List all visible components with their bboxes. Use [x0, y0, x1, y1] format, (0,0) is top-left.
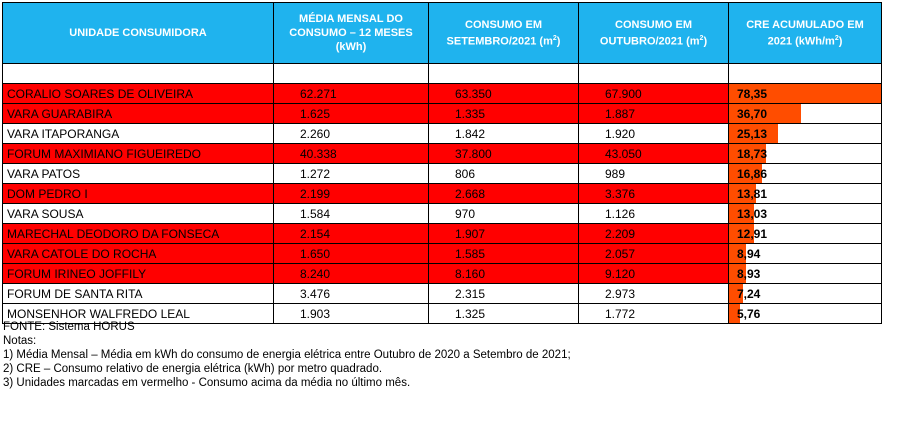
cell-unit: FORUM IRINEO JOFFILY — [3, 264, 274, 284]
cell-oct: 1.920 — [579, 124, 729, 144]
spacer-row — [3, 64, 882, 84]
cell-cre — [729, 84, 882, 104]
table-row — [3, 284, 882, 304]
cell-cre — [729, 304, 882, 324]
cell-oct: 1.126 — [579, 204, 729, 224]
cell-cre — [729, 164, 882, 184]
cell-avg: 1.903 — [274, 304, 429, 324]
cre-value: 78,35 — [737, 86, 768, 101]
cell-avg: 1.625 — [274, 104, 429, 124]
cell-sep: 1.335 — [429, 104, 579, 124]
cell-avg: 40.338 — [274, 144, 429, 164]
cell-cre — [729, 264, 882, 284]
note-3: 3) Unidades marcadas em vermelho - Consumo acima da média no último mês. — [3, 377, 411, 389]
cell-unit: VARA PATOS — [3, 164, 274, 184]
cre-value: 13,81 — [737, 186, 768, 201]
notes-heading: Notas: — [3, 335, 37, 347]
cell-unit: VARA CATOLE DO ROCHA — [3, 244, 274, 264]
table-row — [3, 124, 882, 144]
cell-unit: VARA SOUSA — [3, 204, 274, 224]
cell-sep: 970 — [429, 204, 579, 224]
table-row — [3, 264, 882, 284]
cell-avg: 8.240 — [274, 264, 429, 284]
header-average: MÉDIA MENSAL DO CONSUMO – 12 MESES (kWh) — [274, 3, 429, 64]
cre-value: 13,03 — [737, 206, 768, 221]
cell-oct: 3.376 — [579, 184, 729, 204]
table-row — [3, 144, 882, 164]
cell-oct: 2.209 — [579, 224, 729, 244]
table-row — [3, 204, 882, 224]
table-row — [3, 184, 882, 204]
cell-cre — [729, 224, 882, 244]
cell-cre — [729, 204, 882, 224]
cell-oct: 2.057 — [579, 244, 729, 264]
cre-value: 5,76 — [737, 306, 761, 321]
cell-sep: 63.350 — [429, 84, 579, 104]
cell-sep: 1.842 — [429, 124, 579, 144]
header-row — [3, 3, 882, 64]
cell-avg: 2.154 — [274, 224, 429, 244]
cell-sep: 1.585 — [429, 244, 579, 264]
cell-cre — [729, 244, 882, 264]
header-september: CONSUMO EM SETEMBRO/2021 $(m^2)$ — [429, 3, 579, 64]
cell-sep: 1.907 — [429, 224, 579, 244]
cre-value: 8,94 — [737, 246, 761, 261]
cell-oct: 43.050 — [579, 144, 729, 164]
cell-oct: 1.887 — [579, 104, 729, 124]
cell-avg: 1.272 — [274, 164, 429, 184]
cell-oct: 9.120 — [579, 264, 729, 284]
note-2: 2) CRE – Consumo relativo de energia elétrica (kWh) por metro quadrado. — [3, 363, 383, 375]
cell-unit: CORALIO SOARES DE OLIVEIRA — [3, 84, 274, 104]
footnotes — [3, 320, 571, 390]
table-row — [3, 84, 882, 104]
note-1: 1) Média Mensal – Média em kWh do consumo de energia elétrica entre Outubro de 2020 a Setembro de 2021; — [3, 349, 571, 361]
table-row — [3, 164, 882, 184]
cre-value: 36,70 — [737, 106, 768, 121]
cell-cre — [729, 144, 882, 164]
cell-cre — [729, 184, 882, 204]
cell-avg: 3.476 — [274, 284, 429, 304]
cell-unit: MONSENHOR WALFREDO LEAL — [3, 304, 274, 324]
header-october: CONSUMO EM OUTUBRO/2021 $(m^2)$ — [579, 3, 729, 64]
cre-value: 16,86 — [737, 166, 768, 181]
cell-oct: 1.772 — [579, 304, 729, 324]
table-row — [3, 244, 882, 264]
cell-oct: 989 — [579, 164, 729, 184]
cell-avg: 2.260 — [274, 124, 429, 144]
cre-value: 12,91 — [737, 226, 768, 241]
cell-avg: 1.650 — [274, 244, 429, 264]
table-row — [3, 224, 882, 244]
cell-cre — [729, 124, 882, 144]
cell-unit: FORUM DE SANTA RITA — [3, 284, 274, 304]
cell-avg: 1.584 — [274, 204, 429, 224]
cre-value: 25,13 — [737, 126, 768, 141]
cell-avg: 62.271 — [274, 84, 429, 104]
cell-sep: 806 — [429, 164, 579, 184]
header-cre: CRE ACUMULADO EM 2021 $(kWh/m^2)$ — [729, 3, 882, 64]
cre-value: 18,73 — [737, 146, 768, 161]
cell-unit: MARECHAL DEODORO DA FONSECA — [3, 224, 274, 244]
cell-unit: FORUM MAXIMIANO FIGUEIREDO — [3, 144, 274, 164]
cell-sep: 2.315 — [429, 284, 579, 304]
cell-unit: VARA ITAPORANGA — [3, 124, 274, 144]
header-unit: UNIDADE CONSUMIDORA — [3, 3, 274, 64]
cell-oct: 67.900 — [579, 84, 729, 104]
table-row — [3, 104, 882, 124]
source-note: FONTE: Sistema HORUS — [3, 321, 135, 333]
cre-value: 7,24 — [737, 286, 761, 301]
cell-sep: 2.668 — [429, 184, 579, 204]
cell-unit: VARA GUARABIRA — [3, 104, 274, 124]
cell-cre — [729, 284, 882, 304]
cell-avg: 2.199 — [274, 184, 429, 204]
cell-oct: 2.973 — [579, 284, 729, 304]
cell-sep: 37.800 — [429, 144, 579, 164]
table-body — [3, 84, 882, 324]
cell-sep: 1.325 — [429, 304, 579, 324]
cell-unit: DOM PEDRO I — [3, 184, 274, 204]
consumption-table — [2, 2, 882, 324]
cell-sep: 8.160 — [429, 264, 579, 284]
cell-cre — [729, 104, 882, 124]
cre-value: 8,93 — [737, 266, 761, 281]
